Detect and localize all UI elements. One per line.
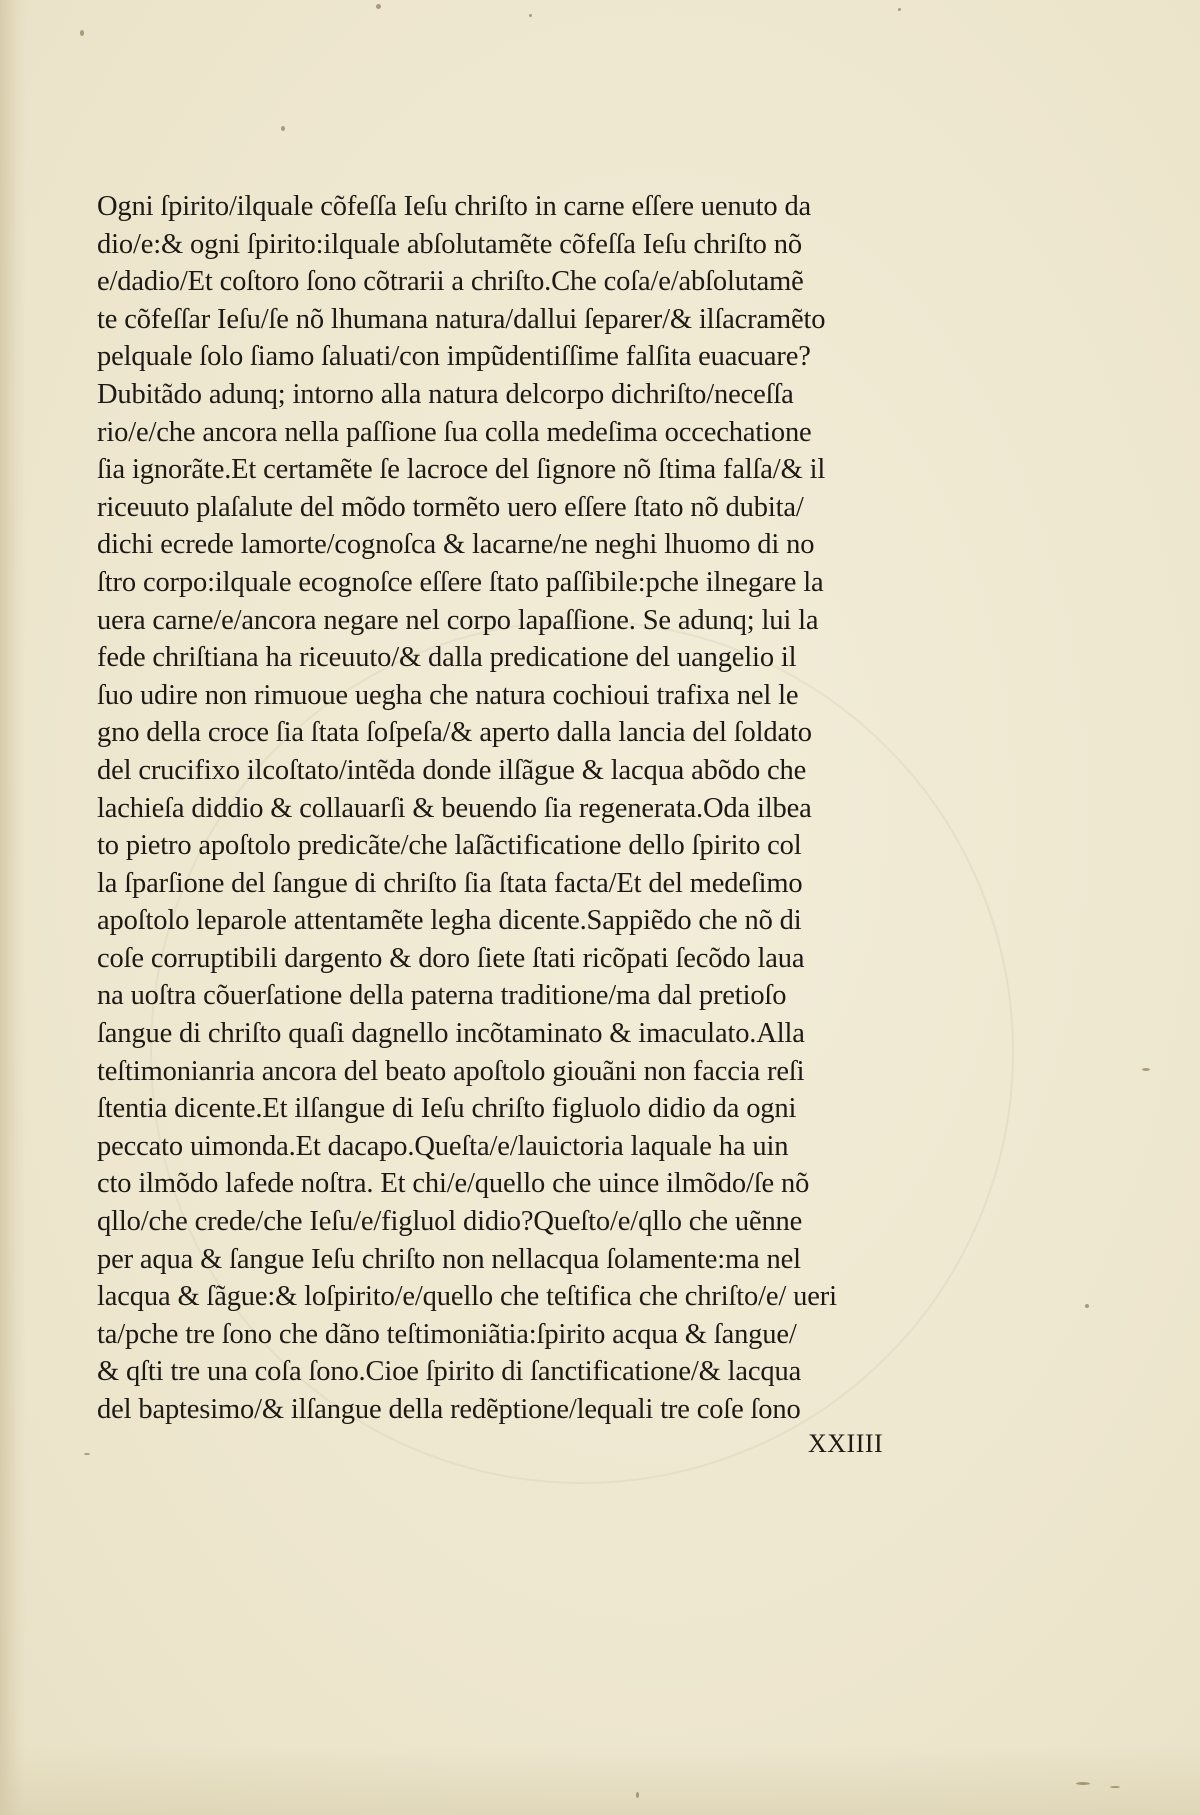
paper-speck — [376, 4, 381, 9]
text-line: riceuuto plaſalute del mõdo tormẽto uero eſſere ſtato nõ dubita/ — [97, 491, 804, 523]
binding-gutter-shadow — [0, 0, 26, 1815]
text-line: del baptesimo/& ilſangue della redẽptione/lequali tre coſe ſono — [97, 1394, 801, 1425]
body-text — [97, 188, 947, 1429]
paper-speck — [529, 14, 532, 17]
paper-speck — [898, 8, 901, 11]
text-line: pelquale ſolo ſiamo ſaluati/con impũdentiſſime falſita euacuare? — [97, 341, 811, 373]
page-edge-shading — [0, 1745, 1200, 1815]
text-line: lacqua & ſãgue:& loſpirito/e/quello che teſtifica che chriſto/e/ ueri — [97, 1281, 837, 1313]
text-line: dio/e:& ogni ſpirito:ilquale abſolutamẽte cõfeſſa Ieſu chriſto nõ — [97, 228, 802, 260]
text-line: na uoſtra cõuerſatione della paterna traditione/ma dal pretioſo — [97, 980, 787, 1012]
text-line: & qſti tre una coſa ſono.Cioe ſpirito di ſanctificatione/& lacqua — [97, 1356, 802, 1388]
text-line: rio/e/che ancora nella paſſione ſua colla medeſima occechatione — [97, 416, 812, 448]
paper-speck — [84, 1453, 90, 1455]
text-line: coſe corruptibili dargento & doro ſiete ſtati ricõpati ſecõdo laua — [97, 942, 805, 974]
text-line: lachieſa diddio & collauarſi & beuendo ſia regenerata.Oda ilbea — [97, 792, 812, 824]
text-line: la ſparſione del ſangue di chriſto ſia ſtata facta/Et del medeſimo — [97, 867, 803, 899]
paper-speck — [636, 1792, 639, 1798]
text-line: peccato uimonda.Et dacapo.Queſta/e/lauictoria laquale ha uin — [97, 1130, 789, 1162]
text-line: e/dadio/Et coſtoro ſono cõtrarii a chriſto.Che coſa/e/abſolutamẽ — [97, 266, 804, 298]
paper-speck — [1110, 1786, 1120, 1788]
text-line: ſangue di chriſto quaſi dagnello incõtaminato & imaculato.Alla — [97, 1018, 805, 1050]
paper-speck — [1142, 1068, 1150, 1071]
text-line: ſtentia dicente.Et ilſangue di Ieſu chriſto figluolo didio da ogni — [97, 1093, 797, 1125]
text-line: gno della croce ſia ſtata ſoſpeſa/& aperto dalla lancia del ſoldato — [97, 717, 812, 749]
text-line: fede chriſtiana ha riceuuto/& dalla predicatione del uangelio il — [97, 642, 797, 674]
text-line: per aqua & ſangue Ieſu chriſto non nellacqua ſolamente:ma nel — [97, 1243, 801, 1275]
paper-speck — [1085, 1304, 1089, 1308]
text-line: ſia ignorãte.Et certamẽte ſe lacroce del ſignore nõ ſtima falſa/& il — [97, 454, 826, 486]
text-line: ta/pche tre ſono che dãno teſtimoniãtia:ſpirito acqua & ſangue/ — [97, 1318, 797, 1350]
paper-speck — [80, 30, 84, 36]
text-line: ſuo udire non rimuoue uegha che natura cochioui trafixa nel le — [97, 679, 799, 711]
folio-number: XXIIII — [808, 1429, 884, 1458]
text-line: Dubitãdo adunq; intorno alla natura delcorpo dichriſto/neceſſa — [97, 378, 794, 410]
text-line: teſtimonianria ancora del beato apoſtolo giouãni non faccia reſi — [97, 1055, 805, 1087]
text-line: dichi ecrede lamorte/cognoſca & lacarne/ne neghi lhuomo di no — [97, 529, 815, 561]
text-line: apoſtolo leparole attentamẽte legha dicente.Sappiẽdo che nõ di — [97, 905, 802, 937]
text-line: Ogni ſpirito/ilquale cõfeſſa Ieſu chriſto in carne eſſere uenuto da — [97, 191, 812, 222]
text-line: uera carne/e/ancora negare nel corpo lapaſſione. Se adunq; lui la — [97, 604, 819, 636]
text-line: te cõfeſſar Ieſu/ſe nõ lhumana natura/dallui ſeparer/& ilſacramẽto — [97, 303, 826, 335]
text-line: cto ilmõdo lafede noſtra. Et chi/e/quello che uince ilmõdo/ſe nõ — [97, 1168, 810, 1200]
paper-speck — [281, 126, 285, 131]
text-line: to pietro apoſtolo predicãte/che laſãctificatione dello ſpirito col — [97, 830, 802, 862]
paper-speck — [1076, 1782, 1090, 1785]
text-line: del crucifixo ilcoſtato/intẽda donde ilſãgue & lacqua abõdo che — [97, 754, 807, 786]
text-line: qllo/che crede/che Ieſu/e/figluol didio?Queſto/e/qllo che uẽnne — [97, 1206, 803, 1238]
text-line: ſtro corpo:ilquale ecognoſce eſſere ſtato paſſibile:pche ilnegare la — [97, 566, 824, 598]
